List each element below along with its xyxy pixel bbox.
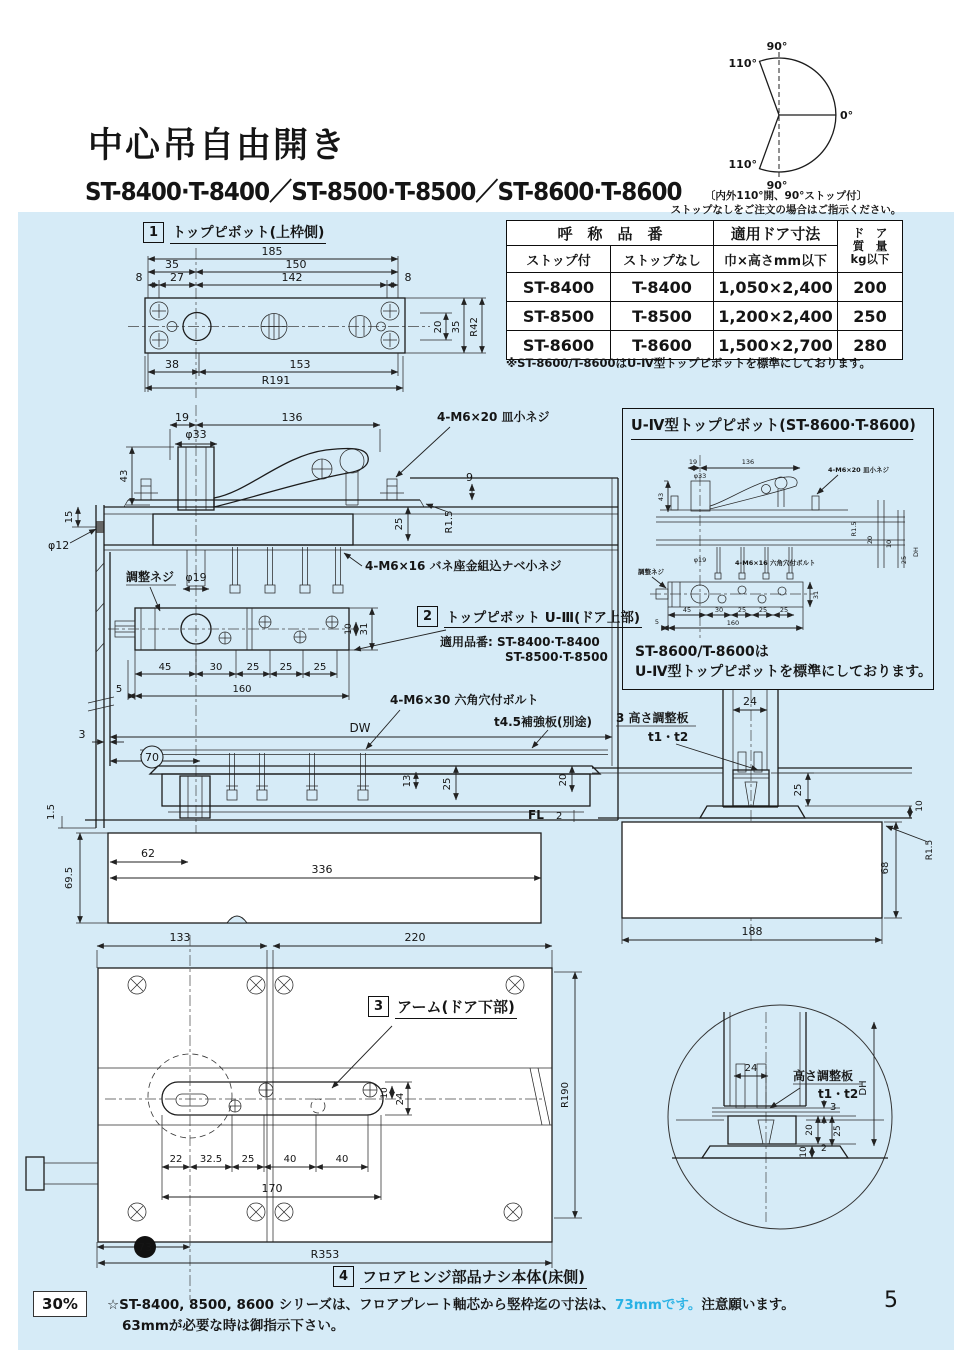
dim-label: 10 <box>915 800 925 812</box>
fastener-label: 4-M6×20 皿小ネジ <box>437 410 550 424</box>
dim-label: 22 <box>169 1154 183 1165</box>
dim-label: 2 <box>821 1144 827 1154</box>
dim-label: 160 <box>726 619 740 627</box>
footer-note-line1 <box>107 1293 795 1313</box>
section2-label <box>417 606 642 628</box>
dim-label: 20 <box>558 773 569 787</box>
spec-table <box>506 220 903 360</box>
dim-label: 45 <box>682 606 692 614</box>
dim-label: 62 <box>141 847 155 860</box>
dim-label: R191 <box>261 374 291 387</box>
dim-label: 31 <box>812 590 820 600</box>
dim-label: DH <box>858 1080 869 1096</box>
dim-label: R353 <box>310 1248 340 1261</box>
height-plate-label: 3 高さ調整板 <box>616 711 689 725</box>
section2-title: トップピボット U-Ⅲ(ドア上部) <box>444 606 642 628</box>
section1-title: トップピボット(上枠側) <box>170 222 326 244</box>
footer-note-post: 注意願います。 <box>701 1297 795 1313</box>
dim-label: 25 <box>279 662 293 673</box>
footer-note-highlight: 73mmです。 <box>615 1297 702 1313</box>
col-header-with-stop: ストップ付 <box>507 246 611 273</box>
cell-door-size: 1,500×2,700 <box>714 331 838 360</box>
height-plate-sub: t1・t2 <box>818 1087 859 1101</box>
uiv-mini-drawing <box>638 455 920 638</box>
section2-models-line1: 適用品番: ST-8400·T-8400 <box>440 635 600 649</box>
dim-label: φ33 <box>185 428 207 441</box>
cell-door-size: 1,050×2,400 <box>714 273 838 302</box>
cell-stop-model: ST-8400 <box>507 273 611 302</box>
section2-number-box: 2 <box>417 606 438 627</box>
dim-label: 68 <box>880 861 891 875</box>
dim-label: 25 <box>758 606 768 614</box>
fastener-label: 4-M6×30 六角穴付ボルト <box>390 693 539 707</box>
col-header-model: 呼 称 品 番 <box>507 221 714 246</box>
dim-label: 10 <box>380 1087 390 1099</box>
dim-label: 40 <box>283 1154 297 1165</box>
cell-stop-model: ST-8600 <box>507 331 611 360</box>
diagram-floor-plan <box>25 928 640 1310</box>
dim-label: DH <box>912 547 920 557</box>
dim-label: R1.5 <box>444 510 455 534</box>
dim-label: 38 <box>165 358 179 371</box>
dim-label: 133 <box>169 931 191 944</box>
col-header-door-size: 適用ドア寸法 <box>714 221 838 246</box>
side-view-drawing <box>592 690 935 944</box>
dim-label: 24 <box>743 695 757 708</box>
section3-label <box>368 996 517 1019</box>
weight-header-line: kg以下 <box>850 252 890 267</box>
dim-label: 2 <box>556 811 563 822</box>
reinforce-plate-label: t4.5補強板(別途) <box>494 715 592 729</box>
cell-weight: 250 <box>838 302 903 331</box>
pan-screws <box>230 547 343 593</box>
cell-stop-model: ST-8500 <box>507 302 611 331</box>
dim-label: 25 <box>442 777 453 791</box>
dim-label: R1.5 <box>925 839 935 861</box>
dim-label: φ19 <box>185 571 207 584</box>
angle-label: 90° <box>766 179 788 192</box>
swing-angle-shape <box>760 52 837 178</box>
dim-label: 25 <box>241 1154 255 1165</box>
section4-label <box>333 1266 587 1289</box>
dim-label: 20 <box>805 1124 815 1136</box>
dim-label: DW <box>349 721 371 735</box>
adjust-screw-label: 調整ネジ <box>638 568 664 576</box>
dim-label: 15 <box>64 510 75 524</box>
dim-label: 3 <box>78 728 86 741</box>
uiv-note-line1: ST-8600/T-8600は <box>635 644 769 660</box>
table-row <box>507 273 903 302</box>
dim-label: 10 <box>344 623 354 635</box>
dim-label: 73 <box>138 1241 152 1254</box>
dim-label: 20 <box>866 535 874 545</box>
cell-nostop-model: T-8500 <box>611 302 714 331</box>
diagram-uiv-mini <box>622 448 934 644</box>
dim-label: 25 <box>779 606 789 614</box>
adjust-screw-label: 調整ネジ <box>126 570 175 584</box>
section3-title: アーム(ドア下部) <box>395 996 517 1019</box>
dim-label: 69.5 <box>64 866 75 890</box>
footer-note-pre: ☆ST-8400, 8500, 8600 シリーズは、フロアプレート軸芯から竪枠迄の寸法は、 <box>107 1297 616 1313</box>
dim-label: 336 <box>311 863 333 876</box>
dim-label: 160 <box>232 684 252 695</box>
dim-label: φ33 <box>693 472 707 480</box>
dim-label: 5 <box>115 684 123 695</box>
swing-angle-labels <box>671 40 902 216</box>
dim-label: 10 <box>799 1146 809 1158</box>
uiv-panel-title: U-Ⅳ型トップピボット(ST-8600·T-8600) <box>631 414 913 440</box>
diagram-side-view <box>590 688 954 950</box>
dim-label: 9 <box>466 471 473 484</box>
dim-label: 19 <box>175 411 189 424</box>
cell-nostop-model: T-8600 <box>611 331 714 360</box>
dim-label: 70 <box>145 751 159 764</box>
table-row <box>507 302 903 331</box>
weight-header-line: ド ア <box>852 225 888 240</box>
section1-number-box: 1 <box>143 222 164 243</box>
fastener-label: 4-M6×16 バネ座金組込ナベ小ネジ <box>365 559 562 573</box>
dim-label: φ12 <box>48 539 70 552</box>
dim-label: 3 <box>830 1102 837 1113</box>
cell-door-size: 1,200×2,400 <box>714 302 838 331</box>
dim-label: 188 <box>741 925 763 938</box>
dim-label: 25 <box>246 662 260 673</box>
uiv-note-line2: U-Ⅳ型トップピボットを標準にしております。 <box>635 664 933 680</box>
dim-label: 185 <box>261 245 283 258</box>
dim-label: 136 <box>281 411 303 424</box>
angle-caption: ストップなしをご注文の場合はご指示ください。 <box>670 204 902 216</box>
dim-label: 45 <box>158 662 172 673</box>
cell-weight: 200 <box>838 273 903 302</box>
dim-label: 24 <box>395 1092 406 1106</box>
angle-label: 110° <box>728 57 757 70</box>
angle-label: 0° <box>840 109 854 122</box>
dim-label: R1.5 <box>850 521 858 537</box>
height-plate-sub: t1・t2 <box>648 730 689 744</box>
dim-label: 31 <box>359 622 370 636</box>
top-pivot-section <box>48 410 618 593</box>
dim-label: 150 <box>285 258 307 271</box>
section1-label <box>143 222 326 244</box>
section3-number-box: 3 <box>368 996 389 1017</box>
dim-label: 170 <box>261 1182 283 1195</box>
dim-label: 10 <box>885 539 893 549</box>
section2-models-line2: ST-8500·T-8500 <box>505 650 608 664</box>
diagram-detail-circle <box>638 985 938 1275</box>
dim-label: 30 <box>714 606 724 614</box>
dim-label: 19 <box>688 458 698 466</box>
dim-label: 25 <box>737 606 747 614</box>
dim-label: 220 <box>404 931 426 944</box>
cell-weight: 280 <box>838 331 903 360</box>
table-footnote: ※ST-8600/T-8600はU-Ⅳ型トップピボットを標準にしております。 <box>506 356 872 370</box>
dim-label: 32.5 <box>199 1154 223 1165</box>
page-number: 5 <box>884 1288 898 1313</box>
dim-label: 136 <box>741 458 755 466</box>
footer-note-line2: 63mmが必要な時は御指示下さい。 <box>122 1318 345 1334</box>
floor-level-label: FL <box>528 808 544 822</box>
dim-label: 25 <box>394 517 405 531</box>
section4-title: フロアヒンジ部品ナシ本体(床側) <box>360 1266 587 1289</box>
dim-label: φ19 <box>693 556 707 564</box>
col-header-no-stop: ストップなし <box>611 246 714 273</box>
dim-label: 8 <box>135 271 143 284</box>
dim-label: 142 <box>281 271 303 284</box>
dim-label: 25 <box>793 783 804 797</box>
dim-label: 43 <box>657 492 665 502</box>
height-plate-label: 高さ調整板 <box>793 1069 854 1083</box>
model-subtitle: ST-8400·T-8400／ST-8500·T-8500／ST-8600·T-8600 <box>85 177 682 206</box>
section4-number-box: 4 <box>333 1266 354 1287</box>
angle-label: 110° <box>728 158 757 171</box>
dim-label: 25 <box>313 662 327 673</box>
dim-label: 1.5 <box>46 804 57 820</box>
col-header-size-sub: 巾×高さmm以下 <box>714 246 838 273</box>
dim-label: 25 <box>833 1125 843 1137</box>
angle-caption: 〔内外110°開、90°ストップ付〕 <box>704 190 868 202</box>
weight-header-line: 質 量 <box>852 238 888 253</box>
diagram-top-pivot-plate <box>80 243 500 403</box>
floor-plan-drawing <box>26 931 582 1300</box>
dim-label: 43 <box>119 469 130 483</box>
dim-label: 25 <box>900 555 908 565</box>
fastener-label: 4-M6×20 皿小ネジ <box>828 466 889 474</box>
dim-label: 27 <box>170 271 184 284</box>
dim-label: 35 <box>451 320 462 334</box>
page-title: 中心吊自由開き <box>88 126 348 166</box>
fastener-label: 4-M6×16 六角穴付ボルト <box>735 559 816 567</box>
detail-circle-drawing <box>668 1005 892 1229</box>
anchor-bolts <box>226 753 369 800</box>
dim-label: R42 <box>469 317 480 337</box>
dim-label: 20 <box>433 320 444 334</box>
dim-label: 35 <box>165 258 179 271</box>
dim-label: 153 <box>289 358 311 371</box>
angle-label: 90° <box>766 40 788 53</box>
cell-nostop-model: T-8400 <box>611 273 714 302</box>
dim-label: R190 <box>560 1081 571 1109</box>
dim-label: 13 <box>402 774 413 788</box>
scale-badge: 30% <box>33 1291 87 1317</box>
dim-label: 5 <box>654 618 660 626</box>
dim-label: 40 <box>335 1154 349 1165</box>
dim-label: 30 <box>209 662 223 673</box>
dim-label: 24 <box>744 1063 758 1074</box>
col-header-weight <box>838 221 903 273</box>
swing-angle-diagram <box>670 35 954 220</box>
uiii-plate-plan <box>108 569 446 700</box>
dim-label: 8 <box>404 271 412 284</box>
